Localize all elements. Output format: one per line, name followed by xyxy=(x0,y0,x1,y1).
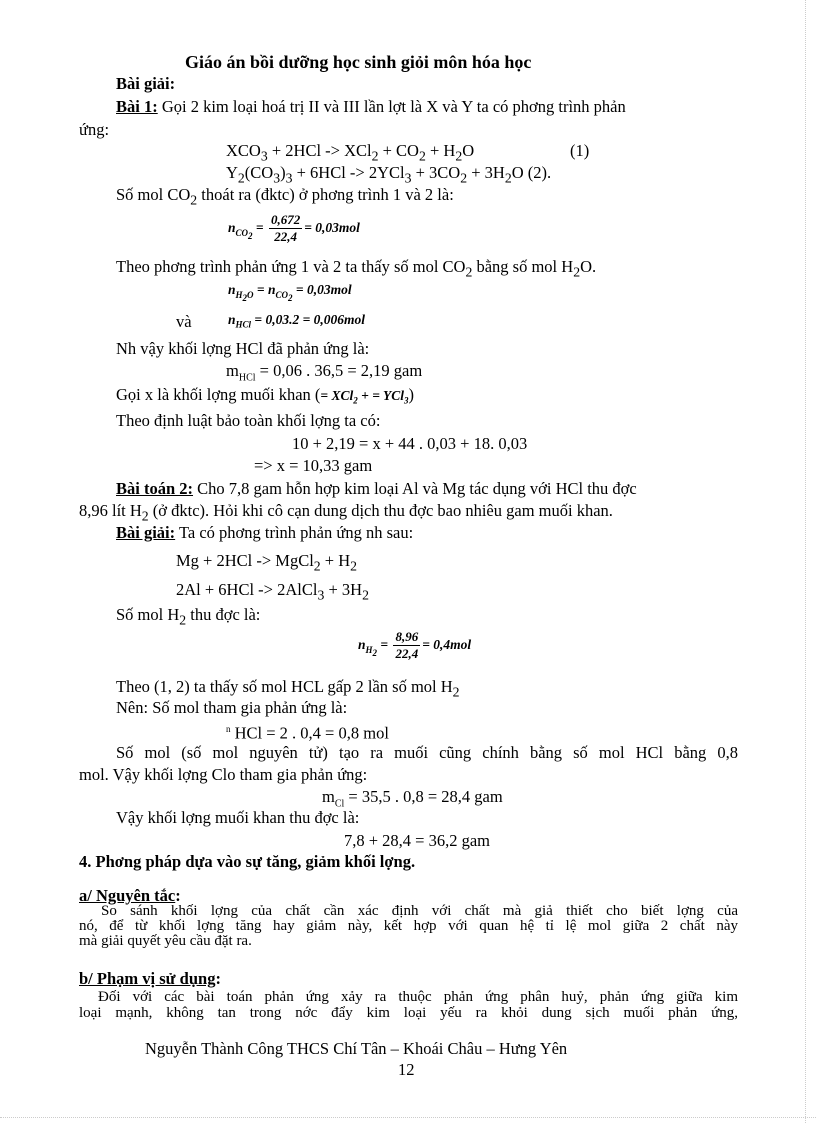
section-b-line1: Đối với các bài toán phản ứng xảy ra thuộc phản ứng phân huỷ, phản ứng giữa kim xyxy=(98,989,738,1005)
section-4-title: 4. Phơng pháp dựa vào sự tăng, giảm khối lợng. xyxy=(79,852,416,871)
page-number: 12 xyxy=(398,1060,415,1079)
bai1-calc2: => x = 10,33 gam xyxy=(254,456,373,475)
va-label: và xyxy=(176,312,192,331)
bai2-somol-line2: mol. Vậy khối lợng Clo tham gia phản ứng: xyxy=(79,765,368,784)
page-edge-right xyxy=(805,0,806,1123)
bai2-eq1: Mg + 2HCl -> MgCl$_2$ + $H_2$ xyxy=(176,551,358,574)
section-a-title: a/ Nguyên tắc: xyxy=(79,886,181,905)
section-a-line3: mà giải quyết yêu cầu đặt ra. xyxy=(79,933,252,949)
bai2-somol-line1: Số mol (số mol nguyên tử) tạo ra muối cũng chính bằng số mol HCl bằng 0,8 xyxy=(116,743,738,762)
bai1-calc1: 10 + 2,19 = x + 44 . 0,03 + 18. 0,03 xyxy=(292,434,528,453)
bai1-line1 xyxy=(116,97,626,117)
bai1-theo-line: Theo phơng trình phản ứng 1 và 2 ta thấy số mol $CO_2$ bằng số mol $H_2O$. xyxy=(116,257,597,280)
section-b-line2: loại mạnh, không tan trong nớc đẩy kim loại yếu ra khỏi dung sịch muối phản ứng, xyxy=(79,1005,738,1021)
bai1-dinh-luat: Theo định luật bảo toàn khối lợng ta có: xyxy=(116,411,381,430)
bai2-nhcl: $^n$ HCl = 2 . 0,4 = 0,8 mol xyxy=(226,723,389,743)
bai2-mcl: $m_{Cl} = 35,5$ . 0,8 = 28,4 gam xyxy=(322,787,503,810)
section-b-title: b/ Phạm vị sử dụng: xyxy=(79,969,221,988)
formula-n-h2: $n_{H_2}$ = $\frac{8,96}{22,4}$ = 0,4mol xyxy=(358,629,472,662)
bai1-goi-x: Gọi x là khối lợng muối khan (= XCl$_2$ + = YCl$_3$) xyxy=(116,385,415,406)
bai2-total: 7,8 + 28,4 = 36,2 gam xyxy=(344,831,491,850)
bai2-giai: Bài giải: Ta có phơng trình phản ứng nh sau: xyxy=(116,523,414,542)
bai2-nen: Nên: Số mol tham gia phản ứng là: xyxy=(116,698,348,717)
page-edge-bottom xyxy=(0,1117,816,1118)
page-header: Giáo án bồi dưỡng học sinh giỏi môn hóa học xyxy=(185,52,532,72)
bai2-line1: Bài toán 2: Cho 7,8 gam hỗn hợp kim loại Al và Mg tác dụng với HCl thu đợc xyxy=(116,479,637,498)
bai2-vay: Vậy khối lợng muối khan thu đợc là: xyxy=(116,808,360,827)
bai1-equation-1-number: (1) xyxy=(570,141,590,160)
section-a-line2: nó, để từ khối lợng tăng hay giảm này, kết hợp với quan hệ tỉ lệ mol giữa 2 chất này xyxy=(79,918,738,934)
bai2-theo12: Theo (1, 2) ta thấy số mol HCL gấp 2 lần số mol $H_2$ xyxy=(116,677,460,700)
bai1-label: Bài 1: xyxy=(116,97,158,116)
bai1-equation-2: $Y_2(CO_3)_3 + 6HCl -> 2YCl_3 + 3CO_2 + 3H_2O$ (2). xyxy=(226,163,552,186)
bai-giai-title: Bài giải: xyxy=(116,74,176,93)
bai2-eq2: 2Al + 6HCl -> 2AlCl$_3$ + $3H_2$ xyxy=(176,580,369,603)
footer-author: Nguyễn Thành Công THCS Chí Tân – Khoái Châu – Hưng Yên xyxy=(145,1039,568,1058)
bai1-nh-line: Nh vậy khối lợng HCl đã phản ứng là: xyxy=(116,339,370,358)
section-a-line1: So sánh khối lợng của chất cần xác định với chất mà giả thiết cho biết lợng của xyxy=(101,903,738,919)
bai1-mhcl: $m_{HCl} = 0,06$ . 36,5 = 2,19 gam xyxy=(226,361,423,384)
bai1-text1: Gọi 2 kim loại hoá trị II và III lần lợt là X và Y ta có phơng trình phản xyxy=(157,97,626,116)
formula-n-h2o: $n_{H_2O} = n_{CO_2} = 0,03mol$ xyxy=(228,282,352,303)
bai1-mol-co2-line: Số mol $CO_2$ thoát ra (đktc) ở phơng trình 1 và 2 là: xyxy=(116,185,454,208)
formula-n-co2: $n_{CO_2}$ = $\frac{0,672}{22,4}$ = 0,03mol xyxy=(228,212,360,245)
formula-n-hcl: $n_{HCl} = 0,03.2 = 0,006mol$ xyxy=(228,312,366,330)
bai2-line2: 8,96 lít $H_2$ (ở đktc). Hỏi khi cô cạn dung dịch thu đợc bao nhiêu gam muối khan. xyxy=(79,501,613,524)
bai1-equation-1: $XCO_3 + 2HCl -> XCl_2 + CO_2 + H_2O$ xyxy=(226,141,475,164)
bai2-mol-h2: Số mol $H_2$ thu đợc là: xyxy=(116,605,261,628)
bai1-line2: ứng: xyxy=(79,120,110,139)
